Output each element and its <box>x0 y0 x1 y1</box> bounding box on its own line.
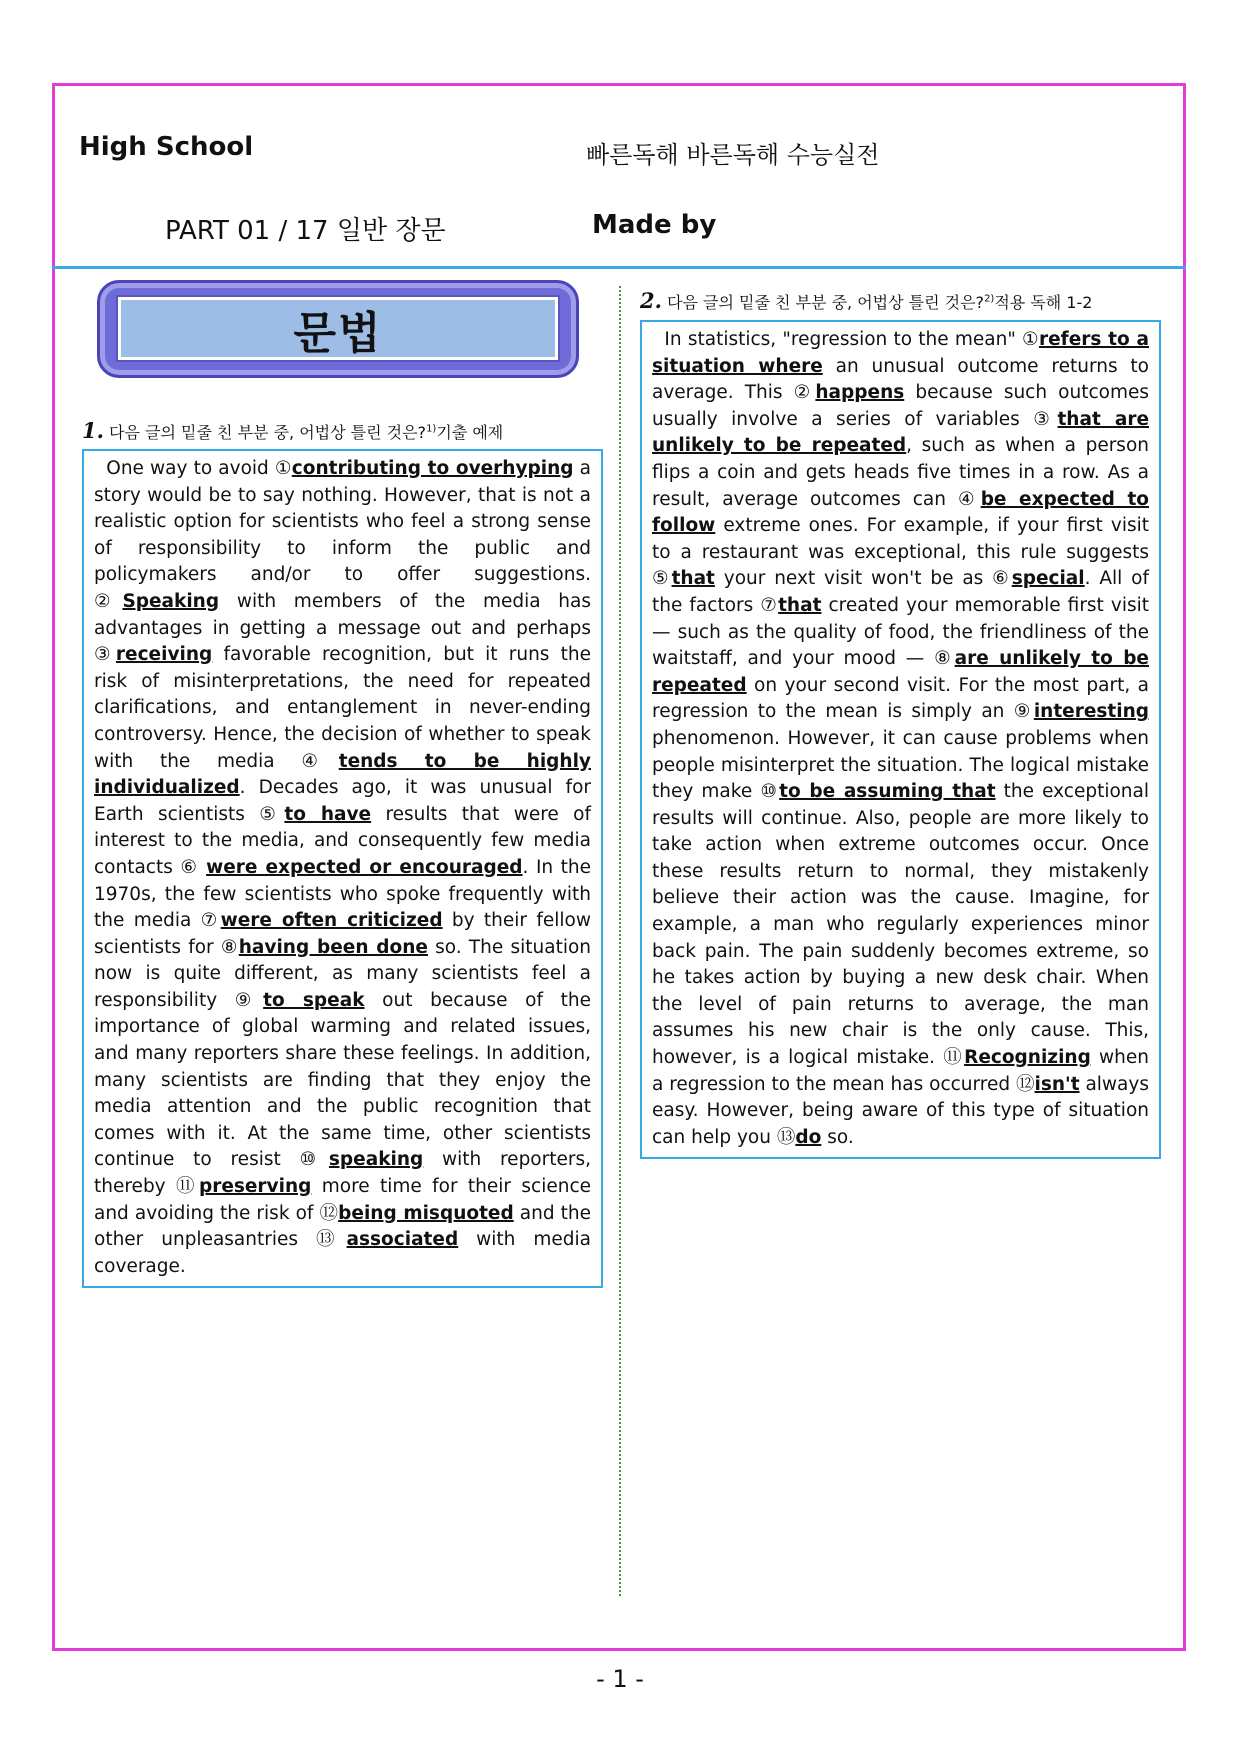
passage-text: phenomenon. However, it can cause problems when people misinterpret the situation. The logical mistake they make ⑩ <box>652 727 1149 803</box>
page-number: - 1 - <box>596 1665 644 1693</box>
question-prompt: 다음 글의 밑줄 친 부분 중, 어법상 틀린 것은? <box>109 423 427 442</box>
question-number: 1. <box>82 418 104 443</box>
footnote-mark: 2) <box>984 293 995 305</box>
column-divider <box>619 286 621 1596</box>
question-2-passage <box>640 320 1161 1159</box>
underlined-choice: be expected to follow <box>652 488 1150 537</box>
series-title: 빠른독해 바른독해 수능실전 <box>586 141 880 169</box>
underlined-choice: to have <box>284 803 372 825</box>
passage-text: more time for their science and avoiding the risk of ⑫ <box>94 1176 591 1224</box>
passage-text: so. <box>821 1126 854 1148</box>
underlined-choice: Speaking <box>122 590 220 612</box>
underlined-choice: preserving <box>198 1176 312 1198</box>
passage-text: , such as when a person flips a coin and gets heads five times in a row. As a result, average outcomes can ④ <box>652 435 1149 510</box>
underlined-choice: having been done <box>238 936 428 958</box>
underlined-choice: being misquoted <box>338 1202 514 1224</box>
footnote-mark: 1) <box>426 423 437 435</box>
passage-text: when a regression to the mean has occurred ⑫ <box>652 1047 1150 1095</box>
underlined-choice: that <box>778 594 822 616</box>
underlined-choice: that are unlikely to be repeated <box>652 408 1149 457</box>
passage-text: extreme ones. For example, if your first visit to a restaurant was exceptional, this rule suggests ⑤ <box>652 515 1149 590</box>
underlined-choice: refers to a situation where <box>652 329 1149 377</box>
passage-text: an unusual outcome returns to average. This ② <box>652 355 1149 404</box>
underlined-choice: happens <box>815 382 905 404</box>
question-source: 기출 예제 <box>436 423 504 442</box>
passage-text: and the other unpleasantries ⑬ <box>94 1202 591 1251</box>
question-1-passage <box>82 449 603 1288</box>
passage-text: so. The situation now is quite different, as many scientists feel a responsibility ⑨ <box>94 936 592 1011</box>
underlined-choice: were expected or encouraged <box>206 856 523 878</box>
passage-text: because such outcomes usually involve a series of variables ③ <box>652 382 1149 430</box>
underlined-choice: special <box>1011 568 1085 590</box>
passage-text: a story would be to say nothing. However, that is not a realistic option for scientists who feel a strong sense of responsibility to inform the public and policymakers and/or to offer suggestions. ② <box>94 458 591 612</box>
underlined-choice: speaking <box>328 1149 424 1171</box>
underlined-choice: receiving <box>115 644 213 666</box>
passage-text: the exceptional results will continue. Also, people are more likely to take action when extreme outcomes occur. Once these results return to normal, they mistakenly believe their action was the cause. Imagine, for example, a man who regularly experiences minor back pain. The pain suddenly becomes extreme, so he takes action by buying a new desk chair. When the level of pain returns to average, the man assumes his new chair is the only cause. This, however, is a logical mistake. ⑪ <box>652 781 1150 1069</box>
question-prompt: 다음 글의 밑줄 친 부분 중, 어법상 틀린 것은? <box>667 293 985 312</box>
underlined-choice: Recognizing <box>964 1047 1091 1069</box>
passage-text: created your memorable first visit — such as the quality of food, the friendliness of the waitstaff, and your mood — ⑧ <box>652 594 1149 670</box>
section-badge: 문법 <box>118 297 558 360</box>
underlined-choice: tends to be highly individualized <box>94 750 591 799</box>
passage-text: favorable recognition, but it runs the risk of misinterpretations, the need for repeated clarifications, and entanglement in never-ending controversy. Hence, the decision of whether to speak with the media ④ <box>94 644 591 772</box>
passage-text: One way to avoid ① <box>94 458 292 479</box>
passage-text: on your second visit. For the most part, a regression to the mean is simply an ⑨ <box>652 674 1149 723</box>
made-by-label: Made by <box>592 210 717 240</box>
passage-text: always easy. However, being aware of this type of situation can help you ⑬ <box>652 1073 1149 1148</box>
part-label: PART 01 / 17 일반 장문 <box>165 216 446 246</box>
passage-text: with members of the media has advantages in getting a message out and perhaps ③ <box>94 590 591 666</box>
question-2-title <box>640 288 1092 313</box>
question-source: 적용 독해 1-2 <box>994 293 1093 312</box>
underlined-choice: isn't <box>1034 1073 1080 1095</box>
passage-text: with reporters, thereby ⑪ <box>94 1149 591 1198</box>
underlined-choice: to be assuming that <box>779 781 996 803</box>
underlined-choice: were often criticized <box>220 910 443 932</box>
passage-text: by their fellow scientists for ⑧ <box>94 910 591 958</box>
underlined-choice: are unlikely to be repeated <box>652 648 1149 696</box>
underlined-choice: do <box>795 1126 822 1148</box>
underlined-choice: associated <box>346 1229 459 1251</box>
passage-text: results that were of interest to the media, and consequently few media contacts ⑥ <box>94 803 592 878</box>
passage-text: your next visit won't be as ⑥ <box>714 568 1012 590</box>
passage-text: . All of the factors ⑦ <box>652 568 1149 616</box>
passage-text: . In the 1970s, the few scientists who spoke frequently with the media ⑦ <box>94 856 591 932</box>
passage-text: out because of the importance of global warming and related issues, and many reporters share these feelings. In addition, many scientists are finding that they enjoy the media attention and the public recognition that comes with it. At the same time, other scientists continue to resist ⑩ <box>94 989 591 1171</box>
passage-text: with media coverage. <box>94 1229 591 1277</box>
underlined-choice: contributing to overhyping <box>291 458 574 479</box>
underlined-choice: interesting <box>1033 701 1149 723</box>
header-divider <box>52 266 1186 269</box>
school-level: High School <box>79 132 254 162</box>
question-number: 2. <box>640 288 662 313</box>
question-1-title <box>82 418 503 443</box>
passage-text: In statistics, "regression to the mean" ① <box>652 329 1039 350</box>
underlined-choice: that <box>671 568 715 590</box>
passage-text: . Decades ago, it was unusual for Earth scientists ⑤ <box>94 777 591 825</box>
underlined-choice: to speak <box>263 989 365 1011</box>
